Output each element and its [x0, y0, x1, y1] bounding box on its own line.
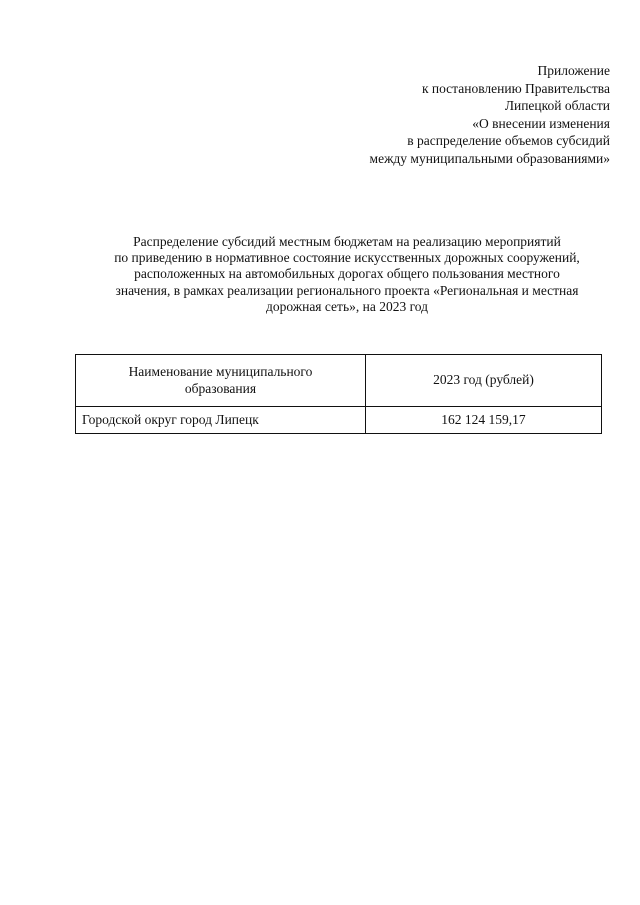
appendix-line: к постановлению Правительства: [421, 80, 610, 96]
subsidy-amount: 162 124 159,17: [365, 407, 601, 434]
header-municipality-line1: Наименование муниципального: [128, 364, 313, 379]
title-line: расположенных на автомобильных дорогах общего пользования местного: [134, 266, 560, 282]
appendix-block: [270, 62, 610, 168]
header-municipality: [76, 355, 366, 407]
municipality-name: Городской округ город Липецк: [76, 407, 366, 434]
table-header-row: [76, 355, 602, 407]
appendix-line: между муниципальными образованиями»: [369, 150, 610, 166]
appendix-line: «О внесении изменения: [472, 115, 610, 131]
title-line: по приведению в нормативное состояние искусственных дорожных сооружений,: [114, 250, 580, 266]
appendix-line: Липецкой области: [504, 98, 610, 114]
title-line: дорожная сеть», на 2023 год: [265, 298, 428, 314]
appendix-line: в распределение объемов субсидий: [407, 133, 610, 149]
title-line: значения, в рамках реализации регионального проекта «Региональная и местная: [115, 282, 579, 298]
appendix-line: Приложение: [537, 63, 610, 78]
document-title: [78, 234, 616, 315]
title-line: Распределение субсидий местным бюджетам на реализацию мероприятий: [133, 234, 561, 249]
table-row: [76, 407, 602, 434]
header-municipality-line2: образования: [184, 380, 257, 396]
header-year: 2023 год (рублей): [365, 355, 601, 407]
subsidy-table: [75, 354, 602, 434]
